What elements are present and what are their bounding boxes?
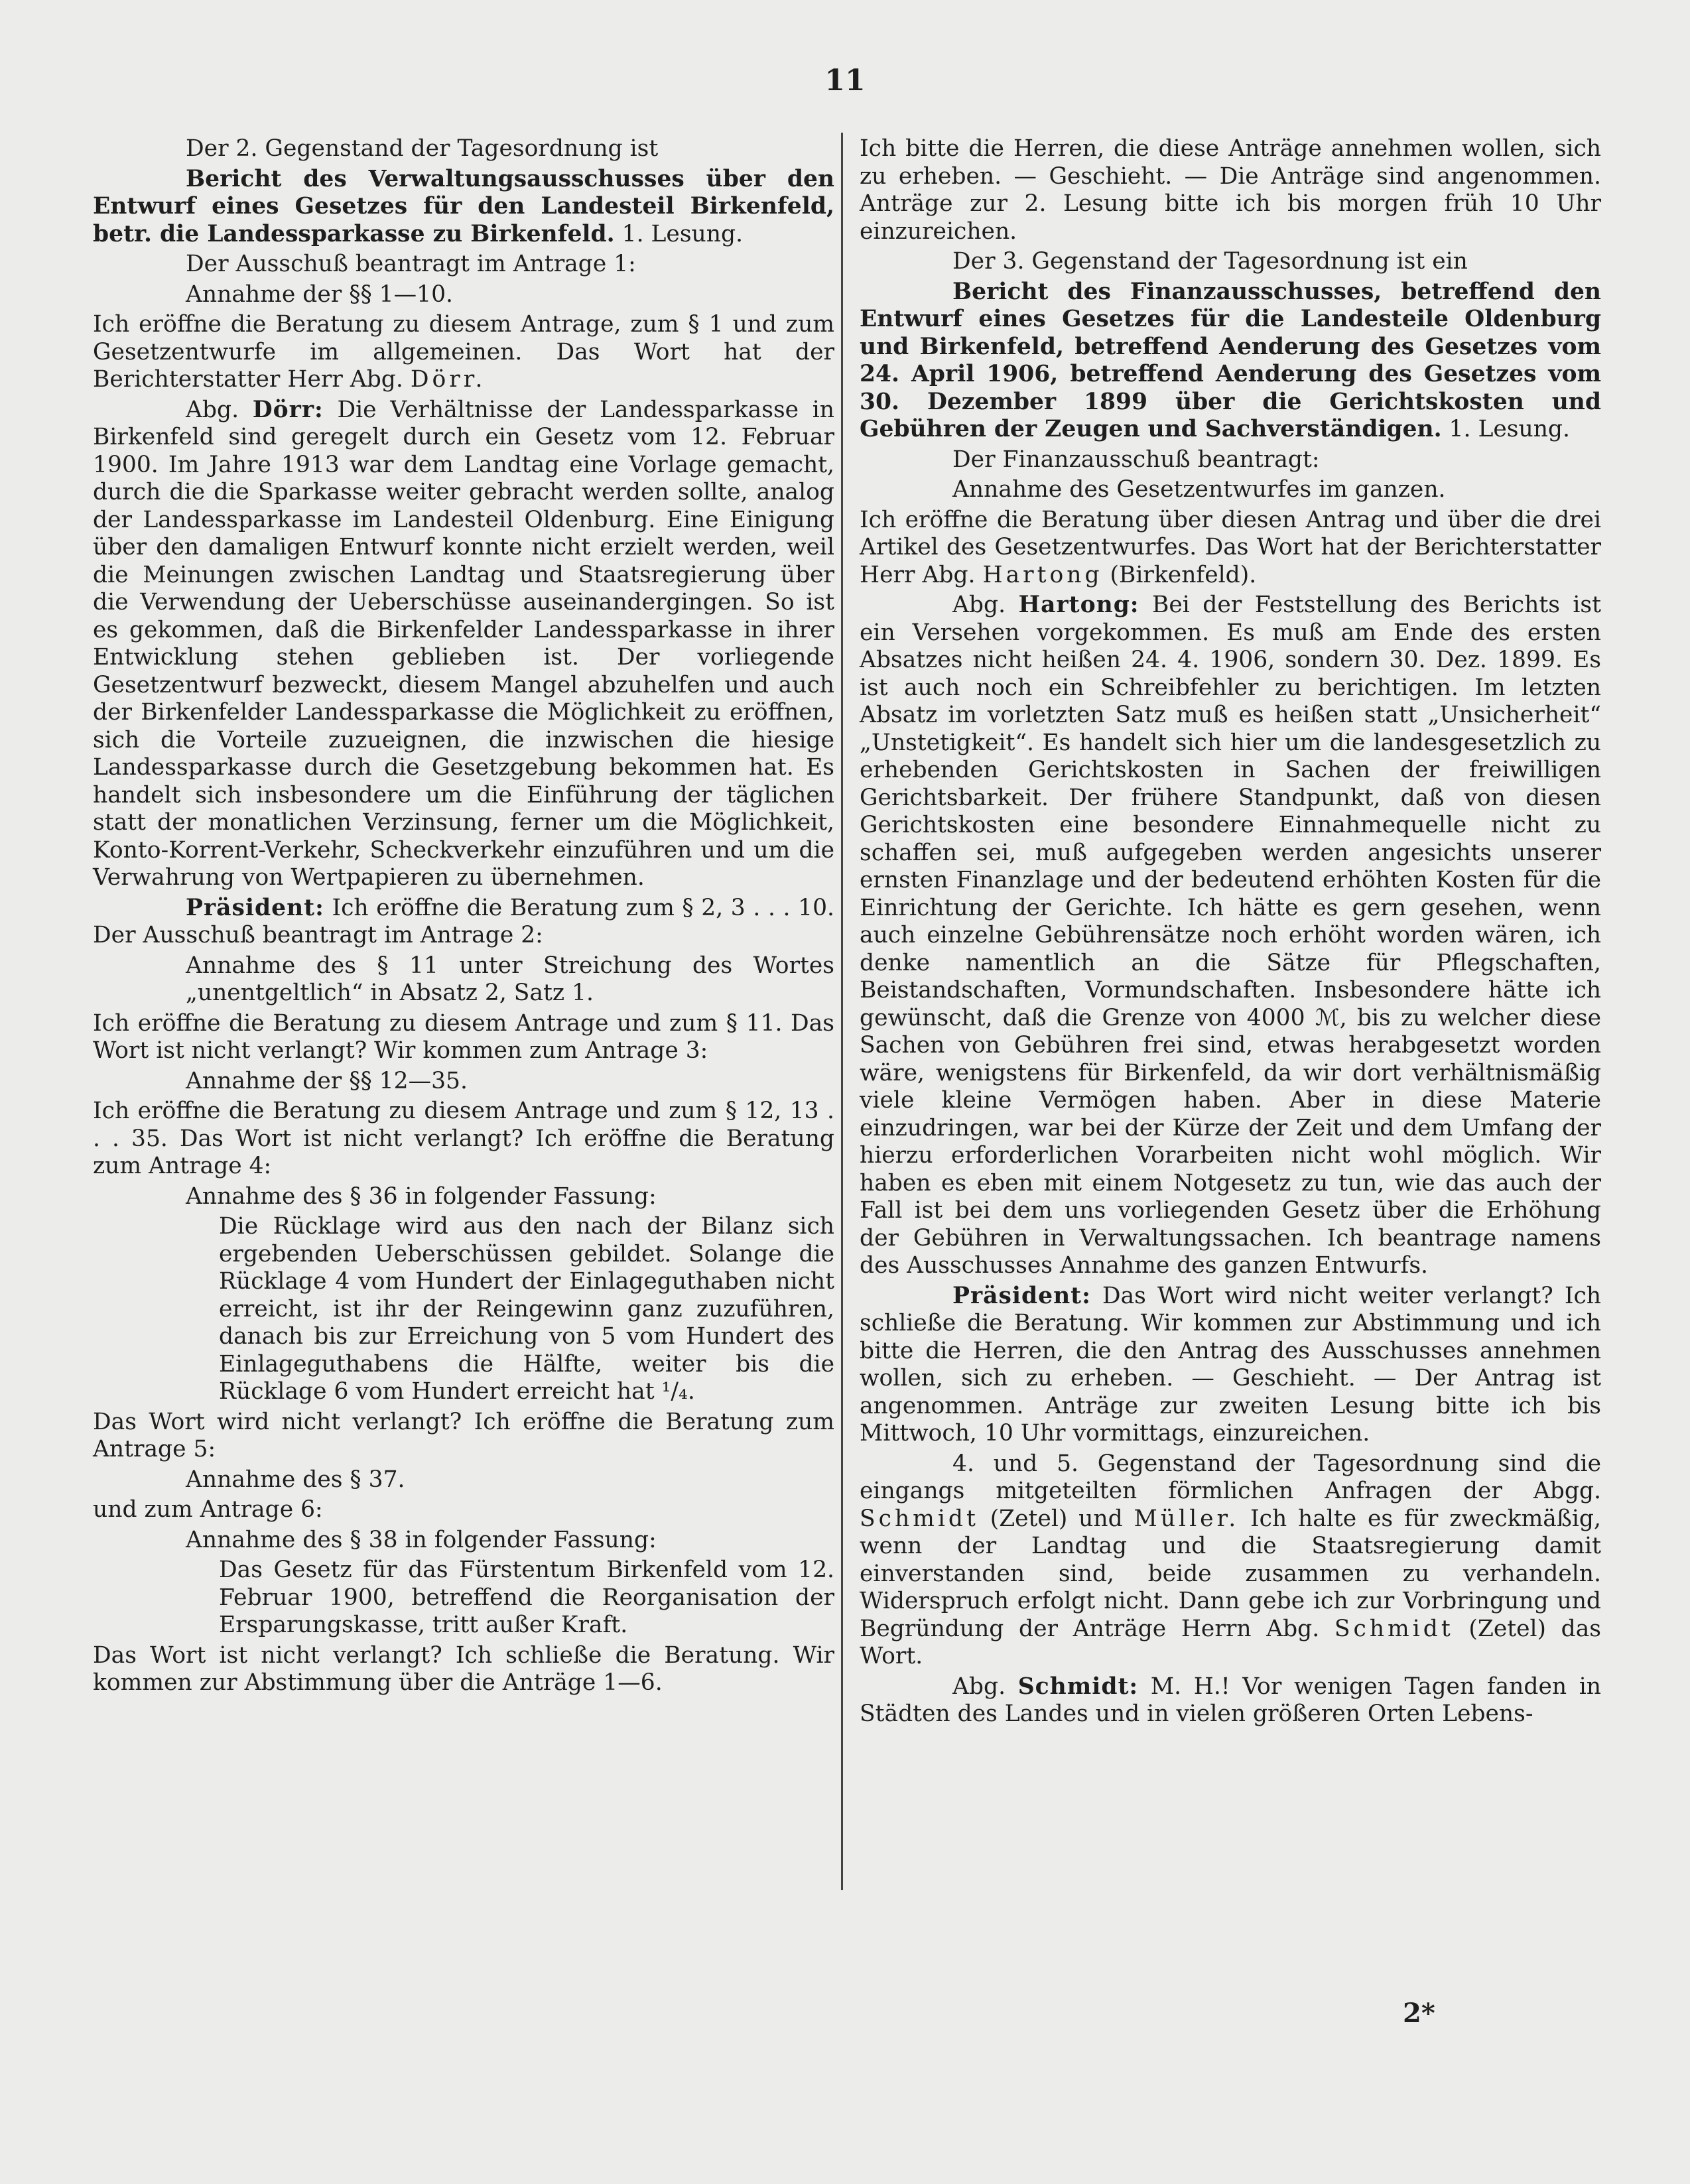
text: (Zetel) und [978,1505,1123,1532]
column-divider [841,133,843,1890]
report-title: Bericht des Verwaltungsausschusses über den Entwurf eines Gesetzes für den Landesteil Birkenfeld, betr. die Landessparkasse zu Birkenfeld. [93,165,834,247]
paragraph [93,1466,834,1494]
paragraph [860,1673,1601,1728]
text: (Birkenfeld). [1102,561,1257,588]
right-column [860,135,1601,1731]
signature-mark: 2* [1403,1998,1435,2029]
page-number: 11 [824,64,866,97]
paragraph [93,1068,834,1096]
text: Ich eröffne die Beratung zum § 2, 3 . . . 10. Der Ausschuß beantragt im Antrage 2: [93,894,834,948]
speaker-name: Müller. [1134,1505,1240,1532]
paragraph [93,1098,834,1181]
text: Ich eröffne die Beratung zu diesem Antrage, zum § 1 und zum Gesetzentwurfe im allgemeinen. Das Wort hat der Berichterstatter Herr Abg. [93,311,834,393]
paragraph [93,397,834,892]
paragraph [93,135,834,163]
text: Bei der Feststellung des Berichts ist ein Versehen vorgekommen. Es muß am Ende des ersten Absatzes nicht heißen 24. 4. 1906, sondern 30. Dez. 1899. Es ist auch noch ein Schreibfehler zu berichtigen. Im letzten Absatz im vorletzten Satz muß es heißen statt „Unsicherheit“ „Unstetigkeit“. Es handelt sich hier um die landesgesetzlich zu erhebenden Gerichtskosten in Sachen der freiwilligen Gerichtsbarkeit. Der frühere Standpunkt, daß von diesen Gerichtskosten eine besondere Einnahmequelle nicht zu schaffen sei, muß aufgegeben werden angesichts unserer ernsten Finanzlage und der bedeutend erhöhten Kosten für die Einrichtung der Gerichte. Ich hätte es gern gesehen, wenn auch einzelne Gebührensätze noch erhöht worden wären, ich denke namentlich an die Sätze für Pflegschaften, Beistandschaften, Vormundschaften. Insbesondere hätte ich gewünscht, daß die Grenze von 4000 ℳ, bis zu welcher diese Sachen von Gebühren frei sind, etwas herabgesetzt worden wäre, wenigstens für Birkenfeld, da wir dort verhältnismäßig viele kleine Vermögen haben. Aber in diese Materie einzudringen, war bei der Kürze der Zeit und dem Umfang der hierzu erforderlichen Vorarbeiten nicht wohl möglich. Wir haben es eben mit einem Notgesetz zu tun, wie das auch der Fall ist bei dem uns vorliegenden Gesetz über die Erhöhung der Gebühren in Verwaltungssachen. Ich beantrage namens des Ausschusses Annahme des ganzen Entwurfs. [860,592,1601,1279]
text: Annahme des § 11 unter Streichung des Wortes „unentgeltlich“ in Absatz 2, Satz 1. [186,952,834,1006]
paragraph [93,1496,834,1524]
paragraph [860,279,1601,444]
speaker-name: Präsident: [952,1282,1091,1309]
text: Annahme der §§ 12—35. [186,1067,468,1094]
text: Das Gesetz für das Fürstentum Birkenfeld vom 12. Februar 1900, betreffend die Reorganisation der Ersparungskasse, tritt außer Kraft. [219,1557,834,1638]
paragraph [93,1409,834,1464]
paragraph [93,895,834,950]
paragraph [93,1010,834,1065]
text: Der 3. Gegenstand der Tagesordnung ist ein [952,248,1468,275]
text: Das Wort wird nicht weiter verlangt? Ich schließe die Beratung. Wir kommen zur Abstimmung und ich bitte die Herren, die den Antrag des Ausschusses annehmen wollen, sich zu erheben. — Geschieht. — Der Antrag ist angenommen. Anträge zur zweiten Lesung bitte ich bis Mittwoch, 10 Uhr vormittags, einzureichen. [860,1282,1601,1446]
paragraph [860,135,1601,245]
text: Ich eröffne die Beratung zu diesem Antrage und zum § 11. Das Wort ist nicht verlangt? Wir kommen zum Antrage 3: [93,1009,834,1064]
text: Annahme des § 36 in folgender Fassung: [186,1183,657,1210]
paragraph [93,1642,834,1697]
text: 1. Lesung. [1441,416,1570,442]
paragraph [93,281,834,309]
paragraph [93,1183,834,1211]
text: Annahme des § 37. [186,1466,405,1493]
text: und zum Antrage 6: [93,1496,323,1523]
text: Der Ausschuß beantragt im Antrage 1: [186,251,636,277]
text: 4. und 5. Gegenstand der Tagesordnung sind die eingangs mitgeteilten förmlichen Anfragen der Abgg. [860,1450,1601,1504]
paragraph [860,446,1601,474]
speaker-name: Dörr: [252,396,324,423]
speaker-name: Präsident: [186,894,324,921]
paragraph [93,166,834,249]
text: Annahme des § 38 in folgender Fassung: [186,1526,657,1553]
text: Ich bitte die Herren, die diese Anträge annehmen wollen, sich zu erheben. — Geschieht. — Die Anträge sind angenommen. Anträge zur 2. Lesung bitte ich bis morgen früh 10 Uhr einzureichen. [860,135,1601,245]
text: Die Rücklage wird aus den nach der Bilanz sich ergebenden Ueberschüssen gebildet. Solange die Rücklage 4 vom Hundert der Einlageguthaben nicht erreicht, ist ihr der Reingewinn ganz zuzuführen, danach bis zur Erreichung von 5 vom Hundert des Einlageguthabens die Hälfte, weiter bis die Rücklage 6 vom Hundert erreicht hat ¹/₄. [219,1213,834,1405]
paragraph [860,476,1601,504]
text: Ich halte es für zweckmäßig, wenn der Landtag und die Staatsregierung damit einverstanden sind, beide zusammen zu verhandeln. Widerspruch erfolgt nicht. Dann gebe ich zur Vorbringung und Begründung der Anträge Herrn Abg. [860,1505,1601,1642]
paragraph [93,251,834,279]
text: M. H.! Vor wenigen Tagen fanden in Städten des Landes und in vielen größeren Orten Lebens- [860,1673,1602,1727]
paragraph [93,1557,834,1639]
paragraph [860,592,1601,1280]
paragraph [860,248,1601,276]
speaker-name: Schmidt: [1017,1673,1139,1700]
speaker-name: Hartong [982,561,1103,588]
report-title: Bericht des Finanzausschusses, betreffend den Entwurf eines Gesetzes für die Landesteile Oldenburg und Birkenfeld, betreffend Aenderung des Gesetzes vom 24. April 1906, betreffend Aenderung des Gesetzes vom 30. Dezember 1899 über die Gerichtskosten und Gebühren der Zeugen und Sachverständigen. [860,278,1601,442]
text: Annahme der §§ 1—10. [186,281,453,308]
speaker-name: Schmidt [860,1505,979,1532]
text: Abg. [186,396,239,423]
paragraph [860,1283,1601,1448]
text: Der Finanzausschuß beantragt: [952,446,1320,473]
text: Abg. [952,592,1006,618]
paragraph [93,1213,834,1406]
speaker-name: Schmidt [1334,1615,1454,1642]
paragraph [860,507,1601,590]
text: Ich eröffne die Beratung zu diesem Antrage und zum § 12, 13 . . . 35. Das Wort ist nicht verlangt? Ich eröffne die Beratung zum Antrage 4: [93,1098,834,1179]
paragraph [93,952,834,1007]
text: Ich eröffne die Beratung über diesen Antrag und über die drei Artikel des Gesetzentwurfes. Das Wort hat der Berichterstatter Herr Abg. [860,506,1601,588]
paragraph [93,311,834,394]
speaker-name: Dörr. [410,366,486,393]
text: 1. Lesung. [614,220,744,247]
paragraph [93,1527,834,1555]
text: Das Wort ist nicht verlangt? Ich schließe die Beratung. Wir kommen zur Abstimmung über die Anträge 1—6. [93,1641,834,1696]
text: Abg. [952,1673,1006,1700]
text: (Zetel) das Wort. [860,1615,1601,1669]
speaker-name: Hartong: [1018,592,1139,618]
text: Die Verhältnisse der Landessparkasse in Birkenfeld sind geregelt durch ein Gesetz vom 12. Februar 1900. Im Jahre 1913 war dem Landtag eine Vorlage gemacht, durch die die Sparkasse weiter gebracht werden sollte, analog der Landessparkasse im Landesteil Oldenburg. Eine Einigung über den damaligen Entwurf konnte nicht erzielt werden, weil die Meinungen zwischen Landtag und Staatsregierung über die Verwendung der Ueberschüsse auseinandergingen. So ist es gekommen, daß die Birkenfelder Landessparkasse in ihrer Entwicklung stehen geblieben ist. Der vorliegende Gesetzentwurf bezweckt, diesem Mangel abzuhelfen und auch der Birkenfelder Landessparkasse die Möglichkeit zu eröffnen, sich die Vorteile zuzueignen, die inzwischen die hiesige Landessparkasse durch die Gesetzgebung bekommen hat. Es handelt sich insbesondere um die Einführung der täglichen statt der monatlichen Verzinsung, ferner um die Möglichkeit, Konto-Korrent-Verkehr, Scheckverkehr einzuführen und um die Verwahrung von Wertpapieren zu übernehmen. [93,396,835,891]
left-column [93,135,834,1700]
paragraph [860,1450,1601,1671]
text: Das Wort wird nicht verlangt? Ich eröffne die Beratung zum Antrage 5: [93,1408,834,1462]
text: Der 2. Gegenstand der Tagesordnung ist [186,135,659,162]
text: Annahme des Gesetzentwurfes im ganzen. [952,476,1446,503]
